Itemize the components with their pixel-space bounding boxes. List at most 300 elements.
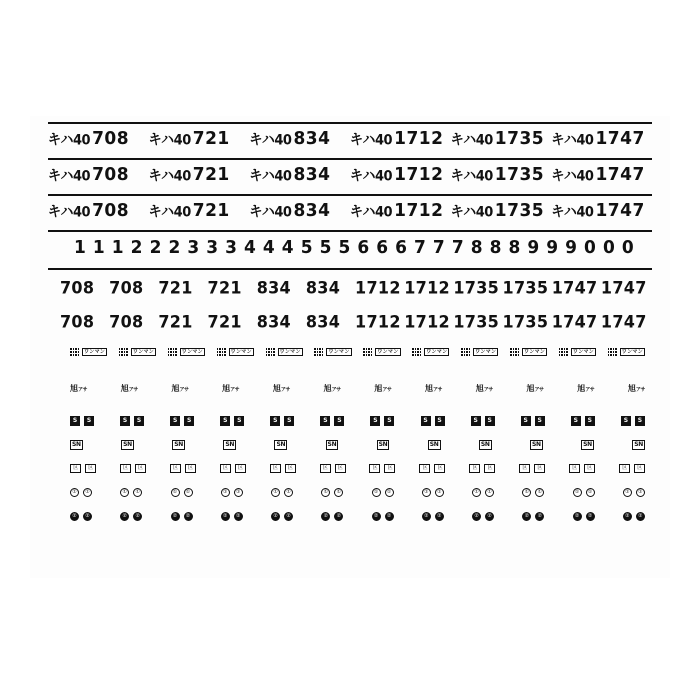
digit-glyph: 9 bbox=[546, 237, 559, 259]
small-box-pair bbox=[220, 464, 246, 473]
circle-badge: ① bbox=[271, 488, 280, 497]
circle-badge: ① bbox=[221, 488, 230, 497]
digit-glyph: 1 bbox=[74, 237, 86, 259]
dot-pattern bbox=[608, 348, 617, 356]
kana-label: キハ40 bbox=[551, 168, 594, 186]
small-box-pair bbox=[120, 464, 146, 473]
digit-glyph: 5 bbox=[319, 237, 332, 259]
destination-board-group bbox=[510, 348, 547, 356]
kanji-marking-row bbox=[70, 384, 645, 395]
kana-label: キハ40 bbox=[450, 168, 493, 186]
number-label: 1712 bbox=[394, 128, 444, 150]
number-cell: 1735 bbox=[502, 311, 549, 332]
destination-board-label: ワンマン bbox=[475, 349, 497, 355]
circle-badge-pair bbox=[271, 512, 293, 521]
name-cell bbox=[149, 201, 250, 221]
digit-glyph: 2 bbox=[130, 237, 143, 259]
circle-badge: ① bbox=[623, 488, 632, 497]
sn-badge: SN bbox=[429, 441, 439, 448]
small-box-badge: 区 bbox=[285, 464, 296, 473]
circle-badge: ① bbox=[485, 488, 494, 497]
depot-marking bbox=[222, 384, 239, 395]
s-badge-pair bbox=[471, 416, 495, 426]
depot-kanji: 旭 bbox=[70, 384, 78, 393]
number-cell: 1735 bbox=[453, 277, 500, 298]
circle-badge: ① bbox=[284, 488, 293, 497]
divider-line-4 bbox=[48, 230, 652, 232]
name-cell bbox=[451, 165, 552, 185]
circle-badge: ① bbox=[234, 488, 243, 497]
s-badge: S bbox=[621, 416, 631, 426]
circle-badge: ② bbox=[623, 512, 632, 521]
sn-badge: SN bbox=[583, 441, 592, 448]
destination-board-group bbox=[217, 348, 254, 356]
kana-label: キハ40 bbox=[148, 168, 191, 186]
number-label: 708 bbox=[92, 164, 130, 186]
name-cell bbox=[249, 201, 350, 221]
name-row-2 bbox=[48, 162, 652, 188]
circle-badge-pair bbox=[372, 512, 394, 521]
circle-badge: ① bbox=[573, 488, 582, 497]
number-label: 1735 bbox=[494, 128, 545, 150]
digit-glyph: 4 bbox=[281, 237, 294, 259]
circle-badge: ② bbox=[171, 512, 180, 521]
depot-kanji: 旭 bbox=[425, 384, 434, 393]
s-badge: S bbox=[585, 416, 595, 426]
destination-board-label: ワンマン bbox=[426, 349, 448, 355]
s-badge: S bbox=[421, 416, 431, 426]
circle-badge: ① bbox=[321, 488, 330, 497]
destination-board-group bbox=[168, 348, 205, 356]
number-cell: 1747 bbox=[600, 277, 647, 298]
circle-badge: ② bbox=[83, 512, 92, 521]
depot-marking bbox=[577, 384, 594, 395]
name-cell bbox=[149, 165, 250, 185]
kana-label: キハ40 bbox=[450, 132, 493, 150]
destination-board-label: ワンマン bbox=[181, 349, 203, 355]
circle-badge: ① bbox=[133, 488, 142, 497]
circle-filled-row bbox=[70, 512, 645, 521]
kana-label: キハ40 bbox=[48, 168, 91, 186]
digit-glyph: 9 bbox=[527, 237, 540, 259]
number-cell: 1747 bbox=[600, 311, 647, 332]
depot-kana: アサ bbox=[230, 387, 240, 393]
small-box-badge: 区 bbox=[335, 464, 346, 473]
destination-board-group bbox=[559, 348, 596, 356]
s-badge-row bbox=[70, 416, 645, 426]
small-box-badge: 区 bbox=[120, 464, 131, 473]
depot-kanji: 旭 bbox=[222, 384, 231, 393]
name-cell bbox=[451, 201, 552, 221]
small-box-badge: 区 bbox=[170, 464, 181, 473]
circle-badge: ② bbox=[435, 512, 444, 521]
small-box-row bbox=[70, 464, 645, 473]
kana-label: キハ40 bbox=[350, 204, 393, 222]
depot-kanji: 旭 bbox=[577, 384, 586, 393]
circle-badge: ① bbox=[385, 488, 394, 497]
circle-badge-pair bbox=[321, 512, 343, 521]
digit-glyph: 3 bbox=[225, 237, 237, 259]
dot-pattern bbox=[266, 348, 275, 356]
number-label: 708 bbox=[92, 200, 130, 222]
s-badge: S bbox=[571, 416, 581, 426]
small-box-badge: 区 bbox=[519, 464, 530, 473]
digit-glyph: 7 bbox=[414, 237, 426, 259]
circle-badge: ② bbox=[321, 512, 330, 521]
small-box-badge: 区 bbox=[135, 464, 146, 473]
number-label: 1712 bbox=[394, 200, 444, 222]
circle-badge-pair bbox=[120, 512, 142, 521]
destination-board-group bbox=[412, 348, 449, 356]
s-badge-pair bbox=[270, 416, 294, 426]
circle-badge-pair bbox=[321, 488, 343, 497]
destination-board-label: ワンマン bbox=[377, 349, 399, 355]
name-cell bbox=[350, 129, 451, 149]
circle-badge: ② bbox=[485, 512, 494, 521]
circle-badge-pair bbox=[171, 512, 193, 521]
depot-kanji: 旭 bbox=[171, 384, 180, 393]
sn-badge: SN bbox=[531, 441, 541, 448]
circle-badge: ② bbox=[334, 512, 343, 521]
destination-board-label: ワンマン bbox=[621, 349, 643, 355]
depot-marking bbox=[171, 384, 188, 395]
digit-glyph: 0 bbox=[584, 237, 596, 259]
circle-badge-pair bbox=[522, 512, 544, 521]
destination-board-row bbox=[70, 348, 645, 356]
number-cell: 708 bbox=[109, 277, 144, 298]
circle-badge: ② bbox=[535, 512, 544, 521]
circle-badge-pair bbox=[70, 512, 92, 521]
number-cell: 721 bbox=[207, 311, 242, 332]
name-cell bbox=[551, 129, 652, 149]
kana-label: キハ40 bbox=[48, 132, 91, 150]
depot-kana: アサ bbox=[382, 387, 392, 393]
number-cell: 1712 bbox=[355, 277, 401, 298]
destination-board-group bbox=[119, 348, 156, 356]
s-badge: S bbox=[134, 416, 144, 426]
depot-kanji: 旭 bbox=[323, 384, 332, 393]
circle-badge-pair bbox=[472, 488, 494, 497]
small-box-pair bbox=[170, 464, 196, 473]
s-badge: S bbox=[320, 416, 330, 426]
number-cell: 721 bbox=[158, 277, 193, 298]
circle-badge: ② bbox=[385, 512, 394, 521]
number-cell: 1735 bbox=[453, 311, 500, 332]
circle-badge: ② bbox=[284, 512, 293, 521]
depot-kana: アサ bbox=[534, 387, 544, 393]
digit-glyph: 3 bbox=[206, 237, 219, 259]
dot-pattern bbox=[461, 348, 470, 356]
number-row-2 bbox=[60, 312, 650, 331]
number-label: 1735 bbox=[494, 164, 545, 186]
dot-pattern bbox=[559, 348, 568, 356]
digit-glyph: 0 bbox=[602, 237, 615, 259]
dot-pattern bbox=[217, 348, 226, 356]
small-box-badge: 区 bbox=[85, 464, 96, 473]
number-label: 834 bbox=[293, 128, 331, 150]
small-box-badge: 区 bbox=[469, 464, 480, 473]
dot-pattern bbox=[70, 348, 79, 356]
digit-glyph: 8 bbox=[489, 237, 502, 259]
depot-marking bbox=[476, 384, 493, 395]
digit-glyph: 6 bbox=[357, 237, 370, 259]
name-cell bbox=[350, 165, 451, 185]
small-box-pair bbox=[270, 464, 296, 473]
kana-label: キハ40 bbox=[551, 204, 594, 222]
small-box-pair bbox=[70, 464, 96, 473]
depot-kana: アサ bbox=[78, 387, 88, 393]
divider-line-3 bbox=[48, 194, 652, 196]
circle-badge-pair bbox=[522, 488, 544, 497]
s-badge: S bbox=[284, 416, 294, 426]
kana-label: キハ40 bbox=[249, 204, 292, 222]
kana-label: キハ40 bbox=[551, 132, 594, 150]
s-badge-pair bbox=[521, 416, 545, 426]
s-badge: S bbox=[184, 416, 194, 426]
name-cell bbox=[48, 165, 149, 185]
circle-badge-pair bbox=[472, 512, 494, 521]
name-cell bbox=[149, 129, 250, 149]
destination-board-group bbox=[266, 348, 303, 356]
circle-badge: ② bbox=[271, 512, 280, 521]
s-badge-pair bbox=[421, 416, 445, 426]
circle-badge-pair bbox=[271, 488, 293, 497]
circle-badge: ① bbox=[70, 488, 79, 497]
small-box-badge: 区 bbox=[270, 464, 281, 473]
circle-badge: ② bbox=[573, 512, 582, 521]
circle-badge: ① bbox=[372, 488, 381, 497]
name-cell bbox=[551, 201, 652, 221]
digit-glyph: 5 bbox=[300, 237, 313, 259]
small-box-badge: 区 bbox=[484, 464, 495, 473]
number-cell: 708 bbox=[109, 311, 144, 332]
circle-badge: ① bbox=[636, 488, 645, 497]
depot-kanji: 旭 bbox=[120, 384, 129, 393]
digit-glyph: 1 bbox=[92, 237, 105, 259]
number-cell: 721 bbox=[158, 311, 193, 332]
number-cell: 721 bbox=[207, 277, 242, 298]
dot-pattern bbox=[168, 348, 177, 356]
number-label: 708 bbox=[92, 128, 130, 150]
digit-glyph: 5 bbox=[338, 237, 351, 259]
depot-marking bbox=[425, 384, 442, 395]
destination-board-label: ワンマン bbox=[279, 349, 301, 355]
depot-kana: アサ bbox=[433, 387, 443, 393]
kana-label: キハ40 bbox=[249, 132, 292, 150]
small-box-badge: 区 bbox=[619, 464, 630, 473]
small-box-badge: 区 bbox=[369, 464, 380, 473]
s-badge: S bbox=[120, 416, 130, 426]
divider-line-5 bbox=[48, 268, 652, 270]
digit-glyph: 4 bbox=[262, 237, 275, 259]
name-cell bbox=[350, 201, 451, 221]
number-cell: 834 bbox=[305, 277, 341, 298]
destination-board-label: ワンマン bbox=[230, 349, 252, 355]
digit-glyph: 6 bbox=[376, 237, 389, 259]
number-cell: 1712 bbox=[404, 311, 450, 332]
digit-glyph: 7 bbox=[432, 237, 445, 259]
small-box-badge: 区 bbox=[634, 464, 645, 473]
digit-glyph: 2 bbox=[149, 237, 162, 259]
name-row-1 bbox=[48, 126, 652, 152]
number-cell: 708 bbox=[60, 311, 95, 332]
small-box-badge: 区 bbox=[419, 464, 430, 473]
s-badge: S bbox=[170, 416, 180, 426]
destination-board-group bbox=[314, 348, 351, 356]
depot-kanji: 旭 bbox=[374, 384, 383, 393]
s-badge: S bbox=[270, 416, 280, 426]
s-badge: S bbox=[485, 416, 495, 426]
name-cell bbox=[48, 201, 149, 221]
s-badge: S bbox=[334, 416, 344, 426]
depot-kana: アサ bbox=[585, 387, 595, 393]
depot-kana: アサ bbox=[179, 387, 189, 393]
circle-badge: ② bbox=[372, 512, 381, 521]
s-badge: S bbox=[370, 416, 380, 426]
circle-badge: ② bbox=[422, 512, 431, 521]
number-cell: 834 bbox=[256, 277, 291, 298]
s-badge-pair bbox=[120, 416, 144, 426]
kana-label: キハ40 bbox=[350, 132, 393, 150]
s-badge-pair bbox=[320, 416, 344, 426]
kana-label: キハ40 bbox=[350, 168, 393, 186]
dot-pattern bbox=[119, 348, 128, 356]
number-row-1 bbox=[60, 278, 650, 297]
circle-badge: ① bbox=[334, 488, 343, 497]
small-box-pair bbox=[419, 464, 445, 473]
number-cell: 834 bbox=[305, 311, 341, 332]
depot-kanji: 旭 bbox=[526, 384, 535, 393]
circle-badge-pair bbox=[70, 488, 92, 497]
depot-kanji: 旭 bbox=[627, 384, 636, 393]
name-cell bbox=[551, 165, 652, 185]
destination-board-label: ワンマン bbox=[572, 349, 595, 355]
small-box-pair bbox=[469, 464, 495, 473]
kana-label: キハ40 bbox=[249, 168, 292, 186]
sn-badge: SN bbox=[327, 441, 337, 448]
small-box-pair bbox=[369, 464, 395, 473]
depot-kana: アサ bbox=[280, 387, 290, 393]
circle-badge-pair bbox=[422, 512, 444, 521]
sn-badge: SN bbox=[174, 441, 183, 448]
divider-line-2 bbox=[48, 158, 652, 160]
number-label: 1747 bbox=[595, 164, 645, 186]
destination-board-group bbox=[363, 348, 400, 356]
circle-badge-pair bbox=[171, 488, 193, 497]
depot-marking bbox=[324, 384, 341, 395]
depot-marking bbox=[121, 384, 138, 395]
name-cell bbox=[451, 129, 552, 149]
number-label: 834 bbox=[293, 200, 331, 222]
number-label: 721 bbox=[192, 200, 230, 222]
sn-badge: SN bbox=[276, 441, 286, 448]
depot-kana: アサ bbox=[331, 387, 341, 393]
circle-badge: ② bbox=[636, 512, 645, 521]
digit-glyph: 1 bbox=[111, 237, 124, 259]
sn-badge: SN bbox=[225, 441, 235, 448]
circle-badge-pair bbox=[573, 488, 595, 497]
name-cell bbox=[249, 129, 350, 149]
s-badge: S bbox=[234, 416, 244, 426]
depot-kana: アサ bbox=[635, 387, 645, 393]
s-badge: S bbox=[435, 416, 445, 426]
circle-badge: ② bbox=[234, 512, 243, 521]
s-badge: S bbox=[521, 416, 531, 426]
digit-glyph: 4 bbox=[244, 237, 256, 259]
destination-board-label: ワンマン bbox=[132, 349, 155, 355]
s-badge: S bbox=[220, 416, 230, 426]
sn-badge: SN bbox=[480, 441, 490, 448]
circle-badge-pair bbox=[221, 512, 243, 521]
circle-badge: ① bbox=[422, 488, 431, 497]
destination-board-group bbox=[608, 348, 645, 356]
small-box-pair bbox=[519, 464, 545, 473]
s-badge-pair bbox=[370, 416, 394, 426]
depot-marking bbox=[526, 384, 543, 395]
circle-badge: ① bbox=[586, 488, 595, 497]
circle-badge-pair bbox=[372, 488, 394, 497]
digit-glyph: 8 bbox=[508, 237, 521, 259]
circle-badge: ② bbox=[184, 512, 193, 521]
digit-glyph: 8 bbox=[470, 237, 483, 259]
circle-badge-pair bbox=[623, 512, 645, 521]
destination-board-group bbox=[70, 348, 107, 356]
kana-label: キハ40 bbox=[148, 132, 191, 150]
dot-pattern bbox=[314, 348, 323, 356]
number-label: 1747 bbox=[595, 200, 645, 222]
s-badge-pair bbox=[70, 416, 94, 426]
destination-board-label: ワンマン bbox=[524, 349, 546, 355]
digit-strip bbox=[74, 238, 634, 258]
small-box-badge: 区 bbox=[235, 464, 246, 473]
depot-marking bbox=[273, 384, 290, 395]
circle-badge: ① bbox=[83, 488, 92, 497]
circle-badge: ② bbox=[522, 512, 531, 521]
destination-board-group bbox=[461, 348, 498, 356]
number-label: 1712 bbox=[394, 164, 444, 186]
number-label: 721 bbox=[192, 128, 230, 150]
digit-glyph: 7 bbox=[451, 237, 464, 259]
decal-sheet bbox=[30, 116, 670, 578]
number-label: 834 bbox=[293, 164, 331, 186]
circle-badge: ② bbox=[120, 512, 129, 521]
name-row-3 bbox=[48, 198, 652, 224]
s-badge: S bbox=[635, 416, 645, 426]
kana-label: キハ40 bbox=[48, 204, 91, 222]
circle-badge: ② bbox=[133, 512, 142, 521]
circle-badge-pair bbox=[623, 488, 645, 497]
number-cell: 1712 bbox=[404, 277, 450, 298]
depot-kanji: 旭 bbox=[475, 384, 484, 393]
small-box-pair bbox=[320, 464, 346, 473]
circle-badge-pair bbox=[573, 512, 595, 521]
number-label: 1735 bbox=[494, 200, 545, 222]
dot-pattern bbox=[510, 348, 519, 356]
circle-badge: ② bbox=[472, 512, 481, 521]
circle-outline-row bbox=[70, 488, 645, 497]
name-cell bbox=[249, 165, 350, 185]
s-badge-pair bbox=[571, 416, 595, 426]
digit-glyph: 3 bbox=[187, 237, 200, 259]
small-box-pair bbox=[619, 464, 645, 473]
number-cell: 1735 bbox=[502, 277, 549, 298]
sn-badge-row bbox=[70, 440, 645, 450]
small-box-pair bbox=[569, 464, 595, 473]
small-box-badge: 区 bbox=[384, 464, 395, 473]
s-badge: S bbox=[70, 416, 80, 426]
depot-kana: アサ bbox=[128, 387, 138, 393]
circle-badge: ① bbox=[435, 488, 444, 497]
